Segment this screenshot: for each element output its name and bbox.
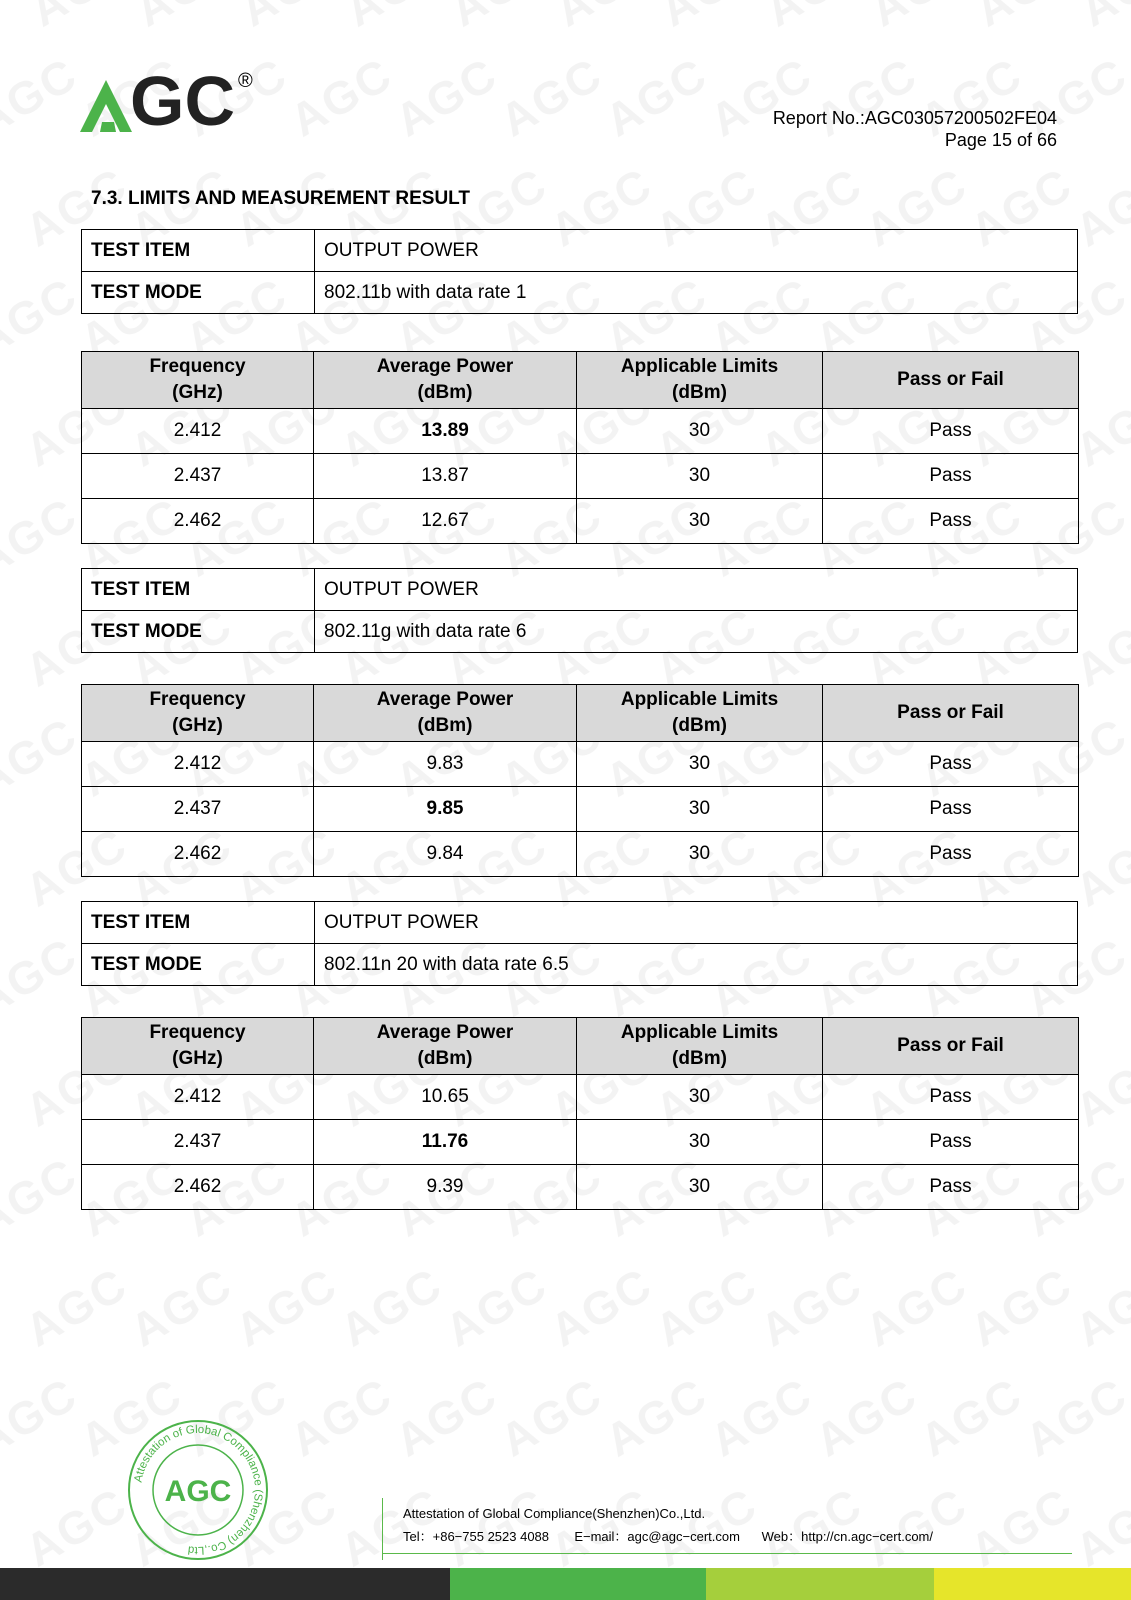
column-header: Pass or Fail bbox=[823, 1018, 1079, 1075]
test-mode-row bbox=[82, 611, 1078, 653]
watermark bbox=[961, 1257, 1082, 1358]
table-row bbox=[82, 1075, 1079, 1120]
watermark bbox=[701, 1367, 822, 1468]
table-cell: Pass bbox=[823, 409, 1079, 454]
table-cell: 2.412 bbox=[82, 742, 314, 787]
table-cell: 30 bbox=[577, 499, 823, 544]
svg-text:AGC: AGC bbox=[164, 1475, 232, 1508]
table-cell: 30 bbox=[577, 787, 823, 832]
watermark bbox=[1071, 0, 1131, 37]
watermark bbox=[436, 1257, 557, 1358]
table-cell: 30 bbox=[577, 1075, 823, 1120]
table-cell: 30 bbox=[577, 1165, 823, 1210]
table-cell: Pass bbox=[823, 1165, 1079, 1210]
watermark bbox=[751, 1257, 872, 1358]
watermark bbox=[1121, 707, 1131, 808]
test-mode-row bbox=[82, 272, 1078, 314]
results-header-row bbox=[82, 685, 1079, 742]
test-mode-label: TEST MODE bbox=[82, 944, 315, 986]
test-mode-row bbox=[82, 944, 1078, 986]
table-cell: 9.83 bbox=[314, 742, 577, 787]
watermark bbox=[281, 47, 402, 148]
watermark bbox=[651, 0, 772, 37]
watermark bbox=[1121, 1367, 1131, 1468]
watermark bbox=[126, 0, 247, 37]
table-cell: 30 bbox=[577, 454, 823, 499]
table-row bbox=[82, 742, 1079, 787]
bar-dark bbox=[0, 1568, 450, 1600]
watermark bbox=[491, 47, 612, 148]
test-item-row bbox=[82, 902, 1078, 944]
company-seal bbox=[126, 1418, 270, 1562]
watermark bbox=[1066, 1257, 1131, 1358]
column-header: Frequency (GHz) bbox=[82, 1018, 314, 1075]
results-header-row bbox=[82, 1018, 1079, 1075]
watermark bbox=[226, 1257, 347, 1358]
table-row bbox=[82, 787, 1079, 832]
watermark bbox=[806, 1367, 927, 1468]
test-mode-value: 802.11b with data rate 1 bbox=[315, 272, 1078, 314]
table-cell: 2.412 bbox=[82, 1075, 314, 1120]
test-item-label: TEST ITEM bbox=[82, 569, 315, 611]
svg-text:Attestation of Global Complian: Attestation of Global Compliance (Shenzhen) Co.,Ltd bbox=[132, 1423, 265, 1557]
watermark bbox=[1016, 1367, 1131, 1468]
table-cell: 2.437 bbox=[82, 1120, 314, 1165]
table-cell: Pass bbox=[823, 499, 1079, 544]
column-header: Applicable Limits (dBm) bbox=[577, 1018, 823, 1075]
footer-divider-horizontal bbox=[382, 1553, 1072, 1554]
column-header: Average Power (dBm) bbox=[314, 352, 577, 409]
table-cell: 12.67 bbox=[314, 499, 577, 544]
footer-web: Web：http://cn.agc−cert.com/ bbox=[761, 1529, 934, 1544]
watermark bbox=[756, 0, 877, 37]
watermark bbox=[1121, 1147, 1131, 1248]
watermark bbox=[0, 1367, 86, 1468]
watermark bbox=[281, 1367, 402, 1468]
watermark bbox=[491, 1367, 612, 1468]
table-cell: 2.437 bbox=[82, 787, 314, 832]
table-cell: 2.437 bbox=[82, 454, 314, 499]
column-header: Applicable Limits (dBm) bbox=[577, 352, 823, 409]
watermark bbox=[546, 0, 667, 37]
table-cell: 30 bbox=[577, 409, 823, 454]
test-item-value: OUTPUT POWER bbox=[315, 230, 1078, 272]
registered-mark: ® bbox=[238, 70, 253, 92]
watermark bbox=[646, 1257, 767, 1358]
watermark bbox=[0, 47, 86, 148]
watermark bbox=[1121, 47, 1131, 148]
column-header: Average Power (dBm) bbox=[314, 1018, 577, 1075]
footer-email: E−mail：agc@agc−cert.com bbox=[574, 1529, 740, 1544]
test-item-label: TEST ITEM bbox=[82, 902, 315, 944]
watermark bbox=[336, 0, 457, 37]
table-cell: 30 bbox=[577, 1120, 823, 1165]
watermark bbox=[856, 1257, 977, 1358]
results-table bbox=[81, 351, 1079, 544]
page-number: Page 15 of 66 bbox=[944, 130, 1057, 150]
test-item-label: TEST ITEM bbox=[82, 230, 315, 272]
watermark bbox=[0, 267, 86, 368]
test-info-table bbox=[81, 568, 1078, 653]
watermark bbox=[0, 927, 86, 1028]
watermark bbox=[1121, 487, 1131, 588]
table-cell: 11.76 bbox=[314, 1120, 577, 1165]
watermark bbox=[1121, 927, 1131, 1028]
table-cell: 30 bbox=[577, 742, 823, 787]
test-item-value: OUTPUT POWER bbox=[315, 569, 1078, 611]
table-cell: 13.87 bbox=[314, 454, 577, 499]
watermark bbox=[701, 47, 822, 148]
watermark bbox=[121, 1257, 242, 1358]
table-cell: Pass bbox=[823, 1120, 1079, 1165]
watermark bbox=[441, 0, 562, 37]
column-header: Average Power (dBm) bbox=[314, 685, 577, 742]
watermark bbox=[541, 1257, 662, 1358]
watermark bbox=[16, 1477, 137, 1578]
table-cell: Pass bbox=[823, 742, 1079, 787]
table-row bbox=[82, 1120, 1079, 1165]
watermark bbox=[596, 1367, 717, 1468]
watermark bbox=[21, 0, 142, 37]
watermark bbox=[966, 0, 1087, 37]
footer-tel: Tel：+86−755 2523 4088 bbox=[403, 1529, 550, 1544]
table-row bbox=[82, 832, 1079, 877]
table-cell: 9.85 bbox=[314, 787, 577, 832]
report-number: Report No.:AGC03057200502FE04 bbox=[772, 108, 1057, 128]
watermark bbox=[961, 1477, 1082, 1578]
results-table bbox=[81, 1017, 1079, 1210]
watermark bbox=[596, 47, 717, 148]
table-cell: Pass bbox=[823, 787, 1079, 832]
table-cell: 2.462 bbox=[82, 832, 314, 877]
bar-yellow bbox=[934, 1568, 1131, 1600]
table-row bbox=[82, 1165, 1079, 1210]
table-cell: 9.84 bbox=[314, 832, 577, 877]
watermark bbox=[386, 47, 507, 148]
table-cell: 10.65 bbox=[314, 1075, 577, 1120]
test-mode-label: TEST MODE bbox=[82, 611, 315, 653]
table-row bbox=[82, 454, 1079, 499]
watermark bbox=[0, 707, 86, 808]
table-cell: Pass bbox=[823, 1075, 1079, 1120]
table-cell: Pass bbox=[823, 454, 1079, 499]
table-cell: 30 bbox=[577, 832, 823, 877]
table-cell: Pass bbox=[823, 832, 1079, 877]
footer-contact bbox=[403, 1526, 933, 1545]
results-header-row bbox=[82, 352, 1079, 409]
watermark bbox=[861, 0, 982, 37]
column-header: Applicable Limits (dBm) bbox=[577, 685, 823, 742]
table-cell: 2.462 bbox=[82, 499, 314, 544]
agc-logo: GC ® bbox=[80, 72, 260, 136]
watermark bbox=[911, 1367, 1032, 1468]
watermark bbox=[386, 1367, 507, 1468]
section-title: 7.3. LIMITS AND MEASUREMENT RESULT bbox=[91, 188, 470, 209]
table-row bbox=[82, 409, 1079, 454]
test-mode-value: 802.11g with data rate 6 bbox=[315, 611, 1078, 653]
column-header: Pass or Fail bbox=[823, 352, 1079, 409]
footer-color-bar bbox=[0, 1568, 1131, 1600]
table-cell: 9.39 bbox=[314, 1165, 577, 1210]
footer-company: Attestation of Global Compliance(Shenzhen)Co.,Ltd. bbox=[403, 1506, 706, 1521]
test-mode-value: 802.11n 20 with data rate 6.5 bbox=[315, 944, 1078, 986]
table-cell: 13.89 bbox=[314, 409, 577, 454]
watermark bbox=[0, 0, 36, 37]
watermark bbox=[0, 487, 86, 588]
test-info-table bbox=[81, 229, 1078, 314]
watermark bbox=[16, 1257, 137, 1358]
column-header: Frequency (GHz) bbox=[82, 352, 314, 409]
table-cell: 2.412 bbox=[82, 409, 314, 454]
test-item-row bbox=[82, 569, 1078, 611]
bar-green bbox=[450, 1568, 706, 1600]
bar-lime bbox=[706, 1568, 934, 1600]
test-item-value: OUTPUT POWER bbox=[315, 902, 1078, 944]
table-cell: 2.462 bbox=[82, 1165, 314, 1210]
footer-divider-vertical bbox=[382, 1498, 383, 1560]
watermark bbox=[0, 1147, 86, 1248]
watermark bbox=[1121, 267, 1131, 368]
watermark bbox=[1066, 1477, 1131, 1578]
test-item-row bbox=[82, 230, 1078, 272]
watermark bbox=[231, 0, 352, 37]
watermark bbox=[806, 47, 927, 148]
test-mode-label: TEST MODE bbox=[82, 272, 315, 314]
results-table bbox=[81, 684, 1079, 877]
watermark bbox=[331, 1257, 452, 1358]
column-header: Pass or Fail bbox=[823, 685, 1079, 742]
test-info-table bbox=[81, 901, 1078, 986]
column-header: Frequency (GHz) bbox=[82, 685, 314, 742]
table-row bbox=[82, 499, 1079, 544]
